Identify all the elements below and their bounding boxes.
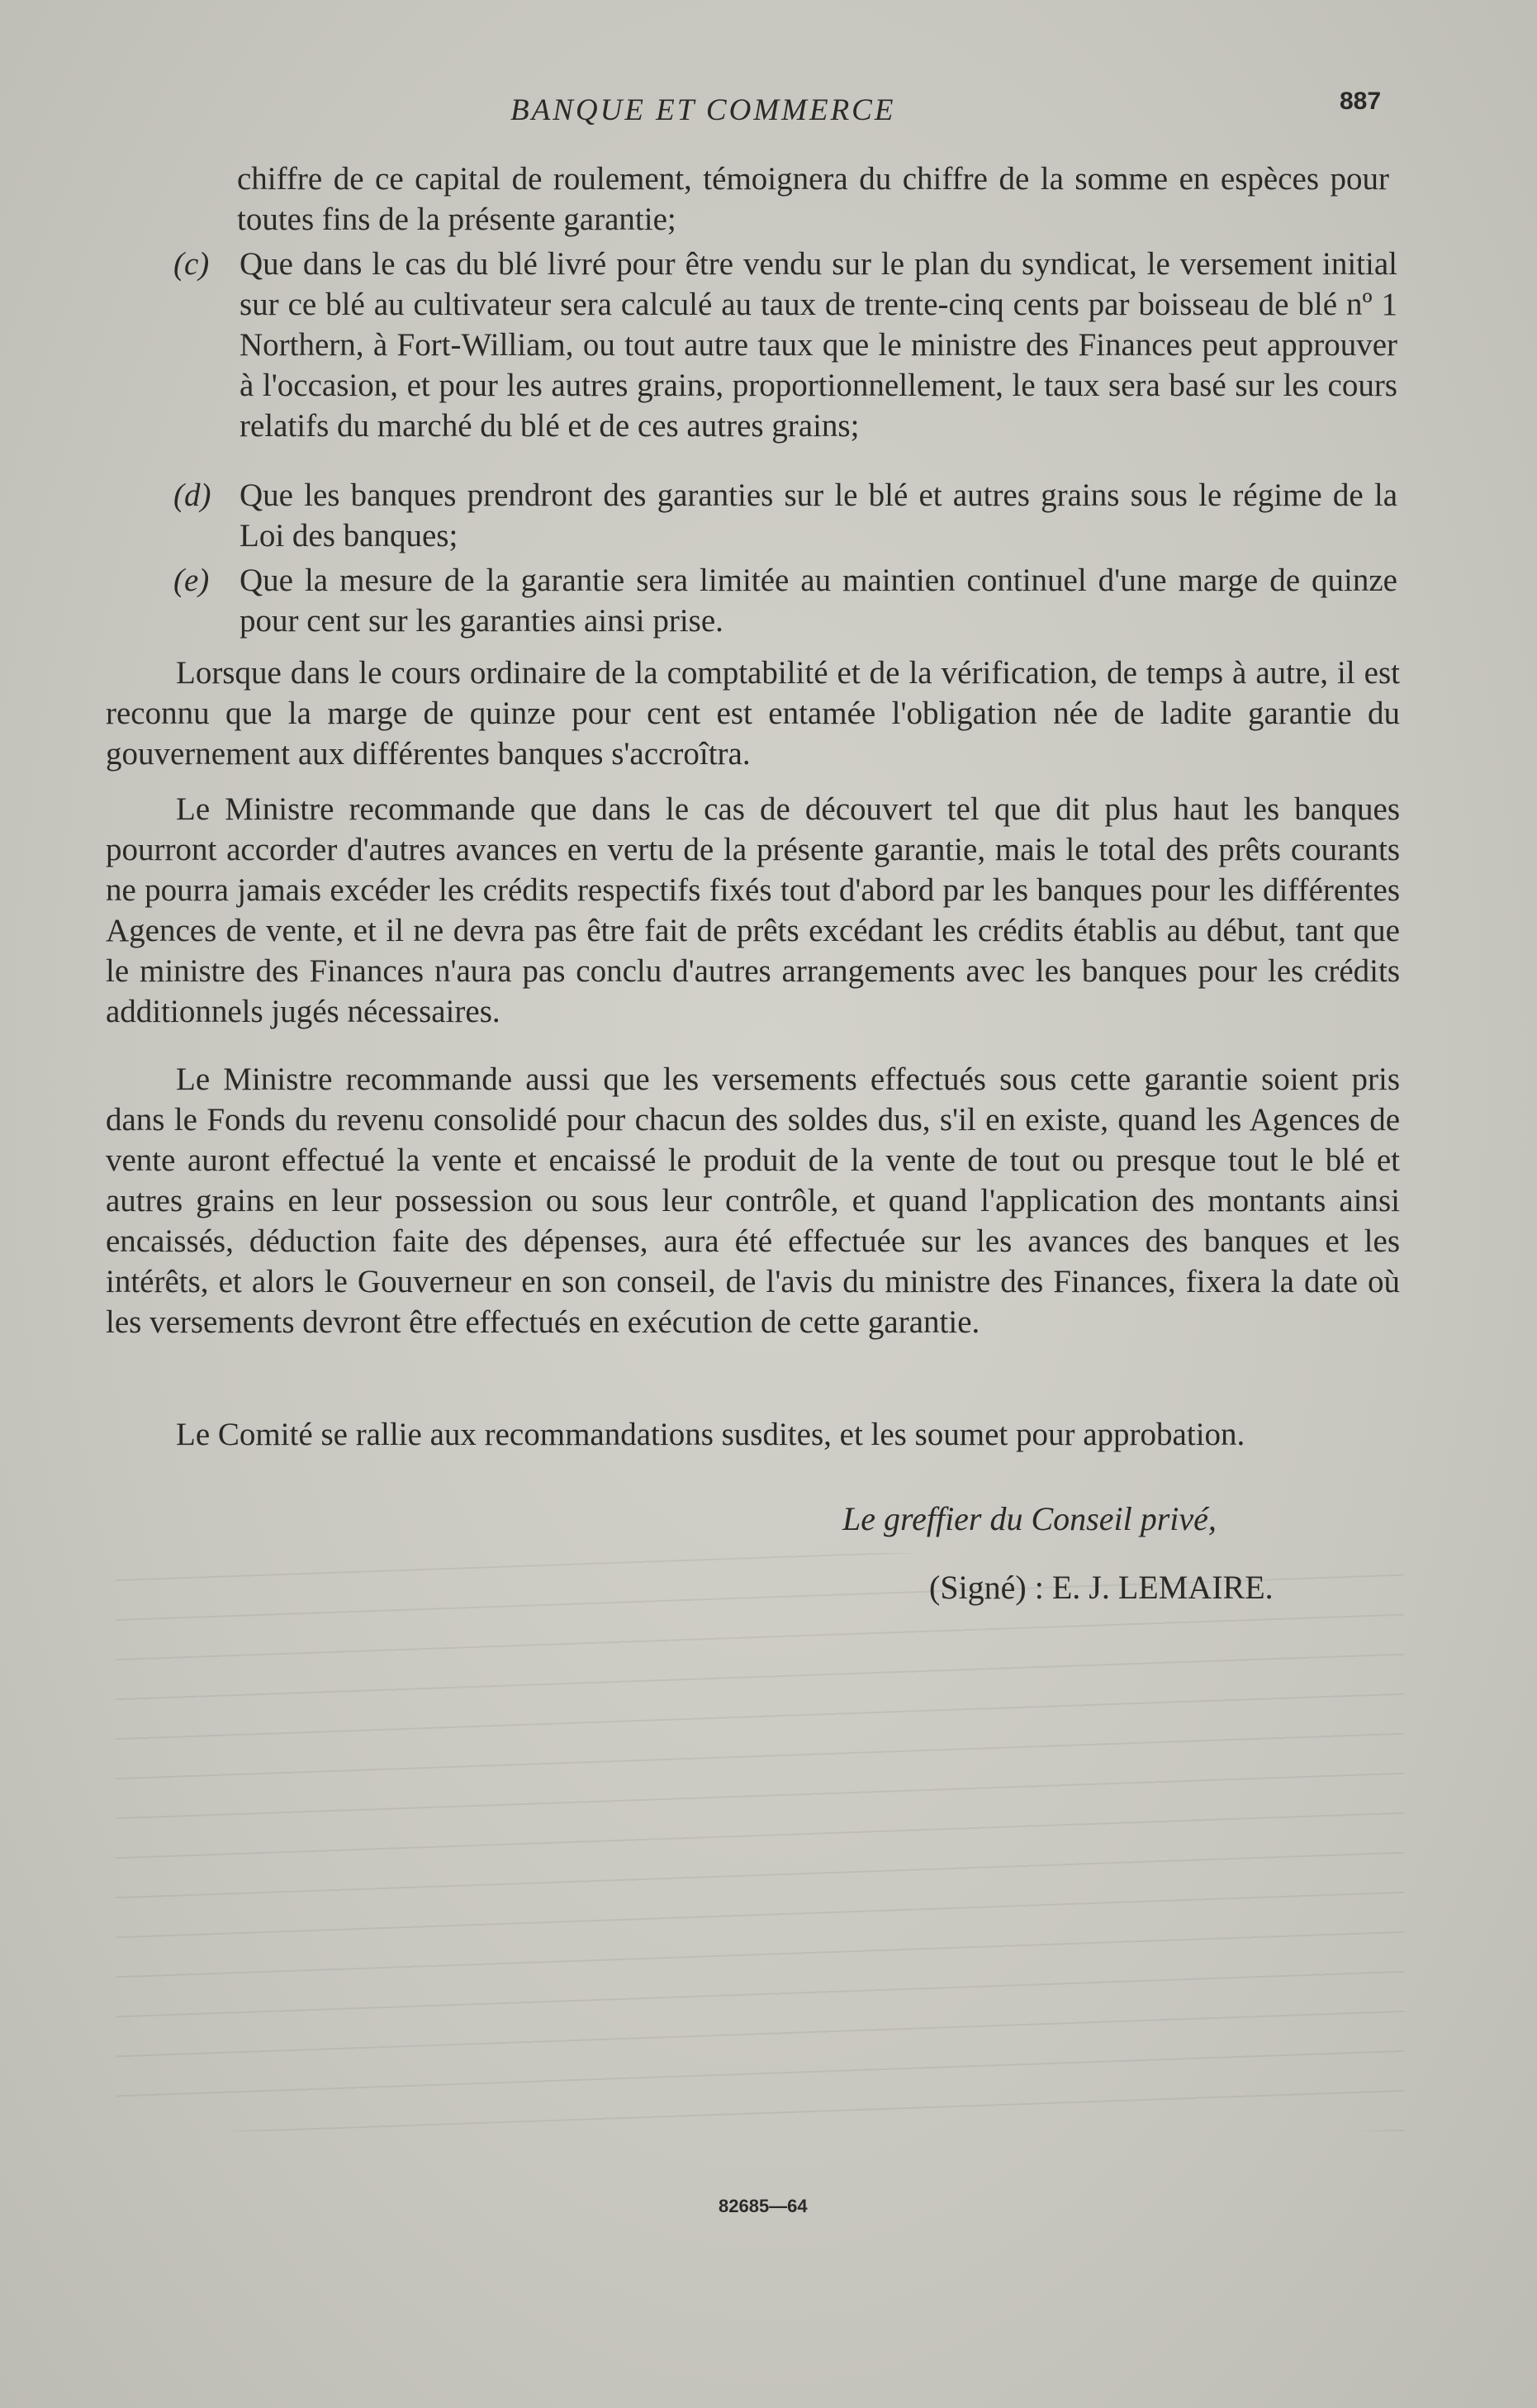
list-item-c [173, 244, 1397, 446]
paragraph-overdraft: Le Ministre recommande que dans le cas de découvert tel que dit plus haut les banques pourront accorder d'autres avances en vertu de la présente garantie, mais le total des prêts courants ne pourra jamais excéder les crédits respectifs fixés tout d'abord par les banques pour les différentes Agences de vente, et il ne devra pas être fait de prêts excédant les crédits établis au début, tant que le ministre des Finances n'aura pas conclu d'autres arrangements avec les banques pour les crédits additionnels jugés nécessaires. [106, 791, 1400, 1029]
signature-name: (Signé) : E. J. LEMAIRE. [929, 1569, 1274, 1606]
bleed-through-texture [116, 1553, 1404, 2131]
list-item-label: (e) [173, 563, 210, 598]
list-item-label: (d) [173, 477, 211, 513]
list-item-text: Que dans le cas du blé livré pour être vendu sur le plan du syndicat, le versement initial sur ce blé au cultivateur sera calculé au taux de trente-cinq cents par boisseau de blé nº 1 Northern, à Fort-William, ou tout autre taux que le ministre des Finances peut approuver à l'occasion, et pour les autres grains, proportionnellement, le taux sera basé sur les cours relatifs du marché du blé et de ces autres grains; [240, 246, 1397, 444]
continuation-text: chiffre de ce capital de roulement, témoignera du chiffre de la somme en espèces pour toutes fins de la présente garantie; [237, 161, 1389, 237]
list-item-e [173, 560, 1397, 641]
running-header-title: BANQUE ET COMMERCE [510, 93, 896, 127]
footer-print-code: 82685—64 [719, 2196, 808, 2216]
list-item-text: Que les banques prendront des garanties sur le blé et autres grains sous le régime de la Loi des banques; [240, 477, 1397, 553]
signature-role: Le greffier du Conseil privé, [842, 1500, 1217, 1537]
paragraph-committee: Le Comité se rallie aux recommandations susdites, et les soumet pour approbation. [176, 1417, 1245, 1452]
page-number: 887 [1340, 88, 1382, 115]
list-item-d [173, 475, 1397, 556]
paragraph-margin: Lorsque dans le cours ordinaire de la comptabilité et de la vérification, de temps à autre, il est reconnu que la marge de quinze pour cent est entamée l'obligation née de ladite garantie du gouvernement aux différentes banques s'accroîtra. [106, 655, 1400, 772]
list-item-text: Que la mesure de la garantie sera limitée au maintien continuel d'une marge de quinze pour cent sur les garanties ainsi prise. [240, 563, 1397, 639]
paragraph-payments: Le Ministre recommande aussi que les versements effectués sous cette garantie soient pris dans le Fonds du revenu consolidé pour chacun des soldes dus, s'il en existe, quand les Agences de vente auront effectué la vente et encaissé le produit de la vente de tout ou presque tout le blé et autres grains en leur possession ou sous leur contrôle, et quand l'application des montants ainsi encaissés, déduction faite des dépenses, aura été effectuée sur les avances des banques et les intérêts, et alors le Gouverneur en son conseil, de l'avis du ministre des Finances, fixera la date où les versements devront être effectués en exécution de cette garantie. [106, 1062, 1400, 1340]
list-item-label: (c) [173, 246, 210, 282]
